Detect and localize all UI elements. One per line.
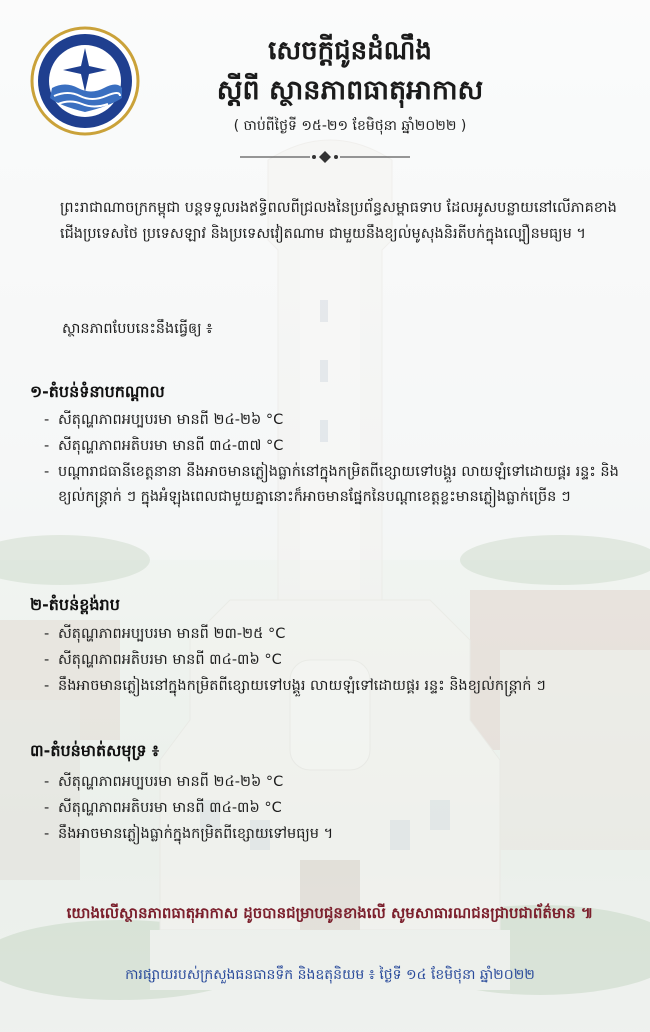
ministry-seal-icon — [30, 26, 140, 136]
list-item: - សីតុណ្ហភាពអប្បបរមា មានពី ២៤-២៦ °C — [38, 408, 638, 433]
region-heading-coastal: ៣-តំបន់មាត់សមុទ្រ ៖ — [30, 741, 160, 760]
list-item: - បណ្តារាជធានីខេត្តនានា នឹងអាចមានភ្លៀងធ្លាក់នៅក្នុងកម្រិតពីខ្សោយទៅបង្គួរ លាយឡំទៅដោយផ្គរ រន្ទះ និងខ្យល់កន្ត្រាក់ ៗ ក្នុងអំឡុងពេលជាមួយគ្នានោះក៏អាចមានផ្នែកនៃបណ្តាខេត្តខ្លះមានភ្លៀងធ្លាក់ច្រើន ៗ — [38, 460, 638, 510]
region-list-plateau — [38, 622, 638, 700]
lead-sentence: ស្ថានភាពបែបនេះនឹងធ្វើឲ្យ ៖ — [62, 321, 213, 337]
list-item: - នឹងអាចមានភ្លៀងធ្លាក់ក្នុងកម្រិតពីខ្សោយទៅមធ្យម ។ — [38, 822, 638, 847]
date-range-subtitle: ( ចាប់ពីថ្ងៃទី ១៥-២១ ខែមិថុនា ឆ្នាំ២០២២ ) — [233, 118, 467, 134]
list-item: - សីតុណ្ហភាពអប្បបរមា មានពី ២៣-២៥ °C — [38, 622, 638, 647]
issuer-line: ការផ្សាយរបស់ក្រសួងធនធានទឹក និងឧតុនិយម ៖ ថ្ងៃទី ១៤ ខែមិថុនា ឆ្នាំ២០២២ — [125, 967, 535, 983]
list-item: - សីតុណ្ហភាពអតិបរមា មានពី ៣៤-៣៦ °C — [38, 648, 638, 673]
intro-paragraph: ព្រះរាជាណាចក្រកម្ពុជា បន្តទទួលរងឥទ្ធិពលពីជ្រលងនៃប្រព័ន្ធសម្ពាធទាប ដែលអូសបន្លាយនៅលើភាគខាងជើងប្រទេសថៃ ប្រទេសឡាវ និងប្រទេសវៀតណាម ជាមួយនឹងខ្យល់មូសុងនិរតីបក់ក្នុងល្បឿនមធ្យម ។ — [60, 200, 617, 242]
list-item: - នឹងអាចមានភ្លៀងនៅក្នុងកម្រិតពីខ្សោយទៅបង្គួរ លាយឡំទៅដោយផ្គរ រន្ទះ និងខ្យល់កន្ត្រាក់ ៗ — [38, 674, 638, 699]
region-heading-plateau: ២-តំបន់ខ្ពង់រាប — [30, 595, 120, 614]
list-item: - សីតុណ្ហភាពអប្បបរមា មានពី ២៤-២៦ °C — [38, 770, 638, 795]
title-line-2: ស្តីពី ស្ថានភាពធាតុអាកាស — [216, 75, 484, 106]
region-list-coastal — [38, 770, 638, 848]
public-notice: យោងលើស្ថានភាពធាតុអាកាស ដូចបានជម្រាបជូនខាងលើ សូមសាធារណជនជ្រាបជាព័ត៌មាន ៕ — [66, 904, 594, 922]
list-item: - សីតុណ្ហភាពអតិបរមា មានពី ៣៤-៣៧ °C — [38, 434, 638, 459]
region-list-central-plain — [38, 408, 638, 511]
list-item: - សីតុណ្ហភាពអតិបរមា មានពី ៣៤-៣៦ °C — [38, 796, 638, 821]
title-line-1: សេចក្តីជូនដំណឹង — [268, 36, 432, 66]
ornament-divider — [240, 150, 410, 164]
region-heading-central-plain: ១-តំបន់ទំនាបកណ្តាល — [30, 382, 165, 401]
